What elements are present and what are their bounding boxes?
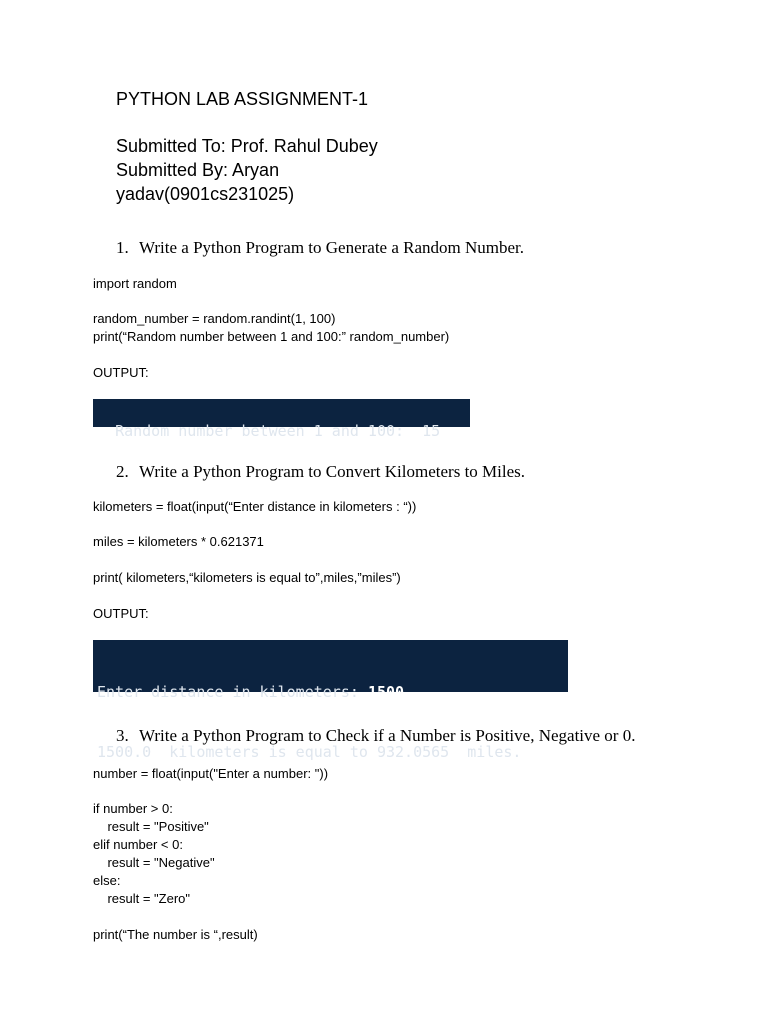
code-line: print(“Random number between 1 and 100:” random_number) (93, 329, 450, 344)
code-line: random_number = random.randint(1, 100) (93, 311, 336, 326)
submitted-by-continued: yadav(0901cs231025) (116, 184, 295, 204)
question-text: Write a Python Program to Generate a Random Number. (139, 238, 525, 257)
code-line: elif number < 0: (93, 837, 183, 852)
submitted-to: Submitted To: Prof. Rahul Dubey (116, 136, 378, 156)
code-line: import random (93, 276, 177, 291)
output-label: OUTPUT: (93, 606, 149, 621)
code-line: else: (93, 873, 121, 888)
code-line: if number > 0: (93, 801, 173, 816)
question-3-heading (116, 726, 635, 746)
code-line: kilometers = float(input(“Enter distance in kilometers : “)) (93, 499, 417, 514)
code-line: result = "Negative" (93, 855, 215, 870)
terminal-line (97, 682, 564, 702)
code-line: number = float(input("Enter a number: ")) (93, 766, 329, 781)
question-text: Write a Python Program to Check if a Number is Positive, Negative or 0. (139, 726, 636, 745)
terminal-line: Random number between 1 and 100: 15 (115, 422, 441, 440)
question-text: Write a Python Program to Convert Kilometers to Miles. (139, 462, 526, 481)
question-number: 1. (116, 238, 129, 257)
output-screenshot (93, 399, 470, 440)
question-1-heading (116, 238, 524, 258)
submitted-by: Submitted By: Aryan (116, 160, 280, 180)
terminal-line: 1500.0 kilometers is equal to 932.0565 miles. (97, 743, 522, 761)
code-line: miles = kilometers * 0.621371 (93, 534, 264, 549)
document-title: PYTHON LAB ASSIGNMENT-1 (116, 89, 369, 109)
question-number: 3. (116, 726, 129, 745)
question-number: 2. (116, 462, 129, 481)
terminal-input: 1500 (367, 683, 405, 701)
question-2-heading (116, 462, 525, 482)
code-line: print(“The number is “,result) (93, 927, 258, 942)
terminal-prompt: Enter distance in kilometers: (97, 683, 368, 701)
output-label: OUTPUT: (93, 365, 149, 380)
code-line: result = "Zero" (93, 891, 191, 906)
code-line: print( kilometers,“kilometers is equal to”,miles,”miles”) (93, 570, 401, 585)
code-line: result = "Positive" (93, 819, 209, 834)
